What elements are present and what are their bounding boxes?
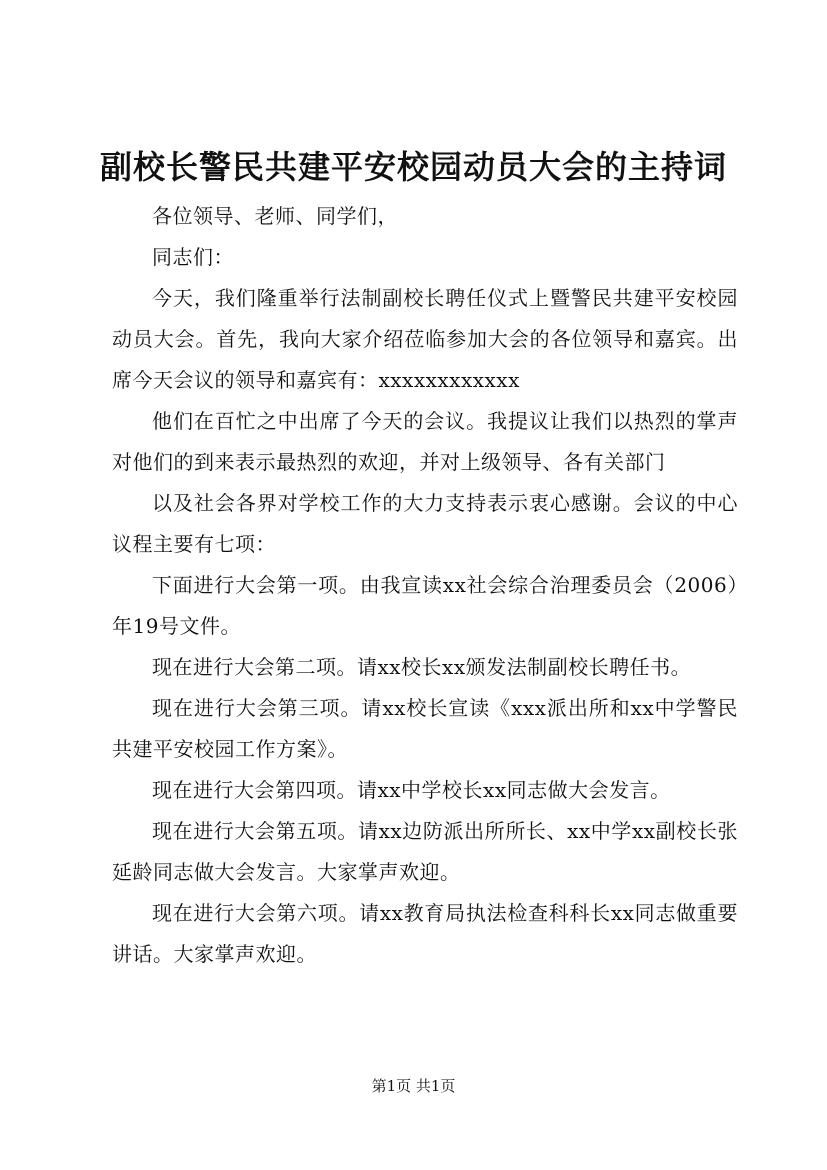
paragraph-greeting: 各位领导、老师、同学们， bbox=[152, 204, 398, 228]
paragraph-item-6: 现在进行大会第六项。请xx教育局执法检查科科长xx同志做重要讲话。大家掌声欢迎。 bbox=[112, 901, 738, 966]
paragraph-opening: 今天，我们隆重举行法制副校长聘任仪式上暨警民共建平安校园动员大会。首先，我向大家介绍莅临参加大会的各位领导和嘉宾。出席今天会议的领导和嘉宾有：xxxxxxxxxxxx bbox=[112, 286, 738, 392]
paragraph-thanks: 以及社会各界对学校工作的大力支持表示衷心感谢。会议的中心议程主要有七项： bbox=[112, 491, 738, 556]
paragraph-item-1: 下面进行大会第一项。由我宣读xx社会综合治理委员会（2006）年19号文件。 bbox=[112, 573, 738, 638]
paragraph-item-3: 现在进行大会第三项。请xx校长宣读《xxx派出所和xx中学警民共建平安校园工作方案》。 bbox=[112, 696, 738, 761]
document-body bbox=[112, 196, 738, 975]
paragraph-item-2: 现在进行大会第二项。请xx校长xx颁发法制副校长聘任书。 bbox=[152, 655, 692, 679]
document-title: 副校长警民共建平安校园动员大会的主持词 bbox=[99, 148, 727, 186]
page-number-footer: 第1页 共1页 bbox=[371, 1077, 456, 1095]
paragraph-item-4: 现在进行大会第四项。请xx中学校长xx同志做大会发言。 bbox=[152, 778, 671, 802]
paragraph-welcome: 他们在百忙之中出席了今天的会议。我提议让我们以热烈的掌声对他们的到来表示最热烈的欢迎，并对上级领导、各有关部门 bbox=[112, 409, 738, 474]
paragraph-item-5: 现在进行大会第五项。请xx边防派出所所长、xx中学xx副校长张延龄同志做大会发言。大家掌声欢迎。 bbox=[112, 819, 738, 884]
paragraph-comrades: 同志们： bbox=[152, 245, 234, 269]
